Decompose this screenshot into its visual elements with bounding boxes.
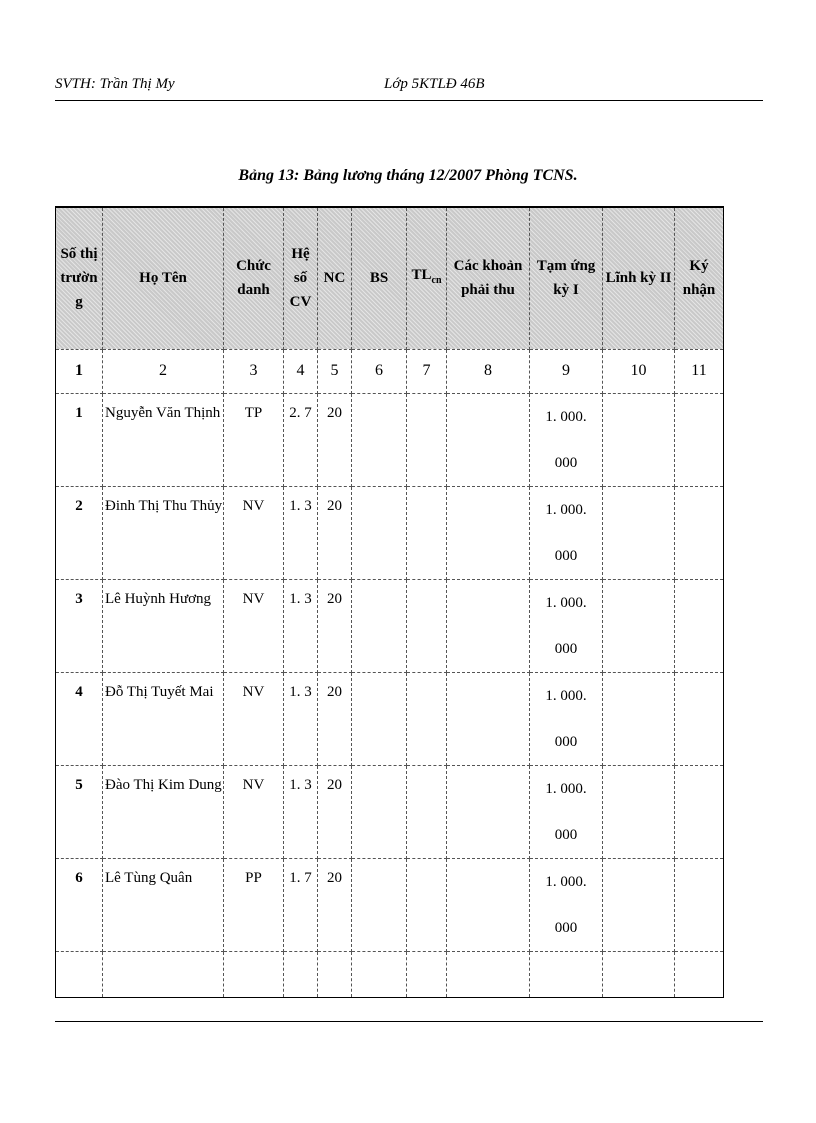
cell-stt: 2: [56, 486, 103, 579]
cell-coef: 1. 7: [284, 858, 318, 951]
cell-advance-line: 000: [554, 826, 578, 843]
cell-advance-line: 1. 000.: [545, 780, 587, 797]
column-number: 10: [603, 349, 675, 393]
column-number: 9: [530, 349, 603, 393]
cell-receive: [603, 672, 675, 765]
header-deductions: [447, 207, 530, 349]
cell-nc: 20: [318, 765, 352, 858]
cell-name: Lê Tùng Quân: [103, 858, 224, 951]
cell-name: Đinh Thị Thu Thủy: [103, 486, 224, 579]
header-bs: BS: [352, 207, 407, 349]
cell-bs: [352, 672, 407, 765]
cell-advance: [530, 579, 603, 672]
cell-advance: [530, 672, 603, 765]
empty-cell: [284, 951, 318, 997]
empty-cell: [603, 951, 675, 997]
cell-nc: 20: [318, 579, 352, 672]
cell-name: Đào Thị Kim Dung: [103, 765, 224, 858]
header-sign: [675, 207, 724, 349]
cell-name: Nguyễn Văn Thịnh: [103, 393, 224, 486]
cell-name: Đỗ Thị Tuyết Mai: [103, 672, 224, 765]
table-caption: Bảng 13: Bảng lương tháng 12/2007 Phòng TCNS.: [238, 167, 578, 184]
cell-coef: 1. 3: [284, 579, 318, 672]
cell-sign: [675, 486, 724, 579]
footer-divider: [55, 1021, 763, 1022]
cell-receive: [603, 393, 675, 486]
salary-table: [55, 206, 724, 998]
column-number: 3: [224, 349, 284, 393]
cell-advance-line: 1. 000.: [545, 873, 587, 890]
cell-deductions: [447, 858, 530, 951]
cell-sign: [675, 765, 724, 858]
cell-bs: [352, 858, 407, 951]
header-name: Họ Tên: [103, 207, 224, 349]
table-row-empty: [56, 951, 724, 997]
cell-bs: [352, 765, 407, 858]
cell-advance-line: 1. 000.: [545, 501, 587, 518]
column-number: 5: [318, 349, 352, 393]
cell-deductions: [447, 672, 530, 765]
column-number: 2: [103, 349, 224, 393]
empty-cell: [56, 951, 103, 997]
empty-cell: [103, 951, 224, 997]
cell-coef: 1. 3: [284, 765, 318, 858]
header-coef-line: số: [293, 270, 308, 287]
header-sign-line: Ký: [689, 258, 709, 275]
cell-tl: [407, 579, 447, 672]
cell-sign: [675, 672, 724, 765]
cell-coef: 1. 3: [284, 486, 318, 579]
header-receive: Lĩnh kỳ II: [603, 207, 675, 349]
cell-title: NV: [224, 579, 284, 672]
empty-cell: [675, 951, 724, 997]
header-deductions-line: Các khoản: [453, 258, 523, 275]
header-advance-line: kỳ I: [553, 282, 579, 299]
cell-tl: [407, 393, 447, 486]
cell-tl: [407, 486, 447, 579]
header-sign-line: nhận: [682, 282, 716, 299]
cell-title: NV: [224, 765, 284, 858]
empty-cell: [530, 951, 603, 997]
column-number: 7: [407, 349, 447, 393]
cell-sign: [675, 858, 724, 951]
cell-advance-line: 1. 000.: [545, 687, 587, 704]
cell-coef: 1. 3: [284, 672, 318, 765]
column-number: 11: [675, 349, 724, 393]
empty-cell: [447, 951, 530, 997]
cell-deductions: [447, 486, 530, 579]
cell-stt: 5: [56, 765, 103, 858]
cell-title: PP: [224, 858, 284, 951]
header-coef-line: CV: [289, 294, 312, 311]
cell-nc: 20: [318, 672, 352, 765]
cell-tl: [407, 858, 447, 951]
cell-advance: [530, 765, 603, 858]
cell-bs: [352, 486, 407, 579]
cell-sign: [675, 393, 724, 486]
cell-stt: 1: [56, 393, 103, 486]
empty-cell: [318, 951, 352, 997]
cell-deductions: [447, 579, 530, 672]
table-row: [56, 393, 724, 486]
cell-deductions: [447, 765, 530, 858]
table-row: [56, 765, 724, 858]
cell-tl: [407, 765, 447, 858]
cell-receive: [603, 858, 675, 951]
cell-tl: [407, 672, 447, 765]
cell-advance-line: 000: [554, 454, 578, 471]
empty-cell: [407, 951, 447, 997]
cell-advance-line: 000: [554, 547, 578, 564]
table-row: [56, 579, 724, 672]
header-stt-line: Số thị: [60, 246, 98, 263]
cell-title: NV: [224, 486, 284, 579]
header-tl-main: TL: [411, 267, 432, 284]
header-stt-line: g: [75, 294, 83, 311]
cell-sign: [675, 579, 724, 672]
cell-name: Lê Huỳnh Hương: [103, 579, 224, 672]
header-tl-sub: cn: [431, 275, 442, 287]
header-stt-line: trườn: [60, 270, 98, 287]
column-number: 8: [447, 349, 530, 393]
cell-title: TP: [224, 393, 284, 486]
column-number: 1: [56, 349, 103, 393]
cell-advance-line: 000: [554, 733, 578, 750]
cell-receive: [603, 579, 675, 672]
cell-coef: 2. 7: [284, 393, 318, 486]
empty-cell: [224, 951, 284, 997]
column-number-row: [56, 349, 724, 393]
cell-advance-line: 000: [554, 919, 578, 936]
header-coef: [284, 207, 318, 349]
table-header-row: [56, 207, 724, 349]
header-title-line: Chức: [236, 258, 271, 275]
cell-title: NV: [224, 672, 284, 765]
cell-bs: [352, 393, 407, 486]
cell-advance-line: 000: [554, 640, 578, 657]
table-row: [56, 672, 724, 765]
cell-advance-line: 1. 000.: [545, 594, 587, 611]
cell-advance-line: 1. 000.: [545, 408, 587, 425]
cell-deductions: [447, 393, 530, 486]
student-name: SVTH: Trần Thị My: [55, 76, 175, 92]
cell-advance: [530, 486, 603, 579]
class-name: Lớp 5KTLĐ 46B: [384, 76, 485, 92]
cell-stt: 4: [56, 672, 103, 765]
header-coef-line: Hệ: [291, 246, 310, 263]
header-advance-line: Tạm ứng: [536, 258, 596, 275]
cell-stt: 3: [56, 579, 103, 672]
cell-nc: 20: [318, 858, 352, 951]
header-tl: [407, 207, 447, 349]
cell-receive: [603, 486, 675, 579]
table-row: [56, 858, 724, 951]
header-deductions-line: phải thu: [461, 282, 515, 299]
cell-nc: 20: [318, 393, 352, 486]
header-advance: [530, 207, 603, 349]
cell-receive: [603, 765, 675, 858]
page-header: [55, 74, 763, 101]
header-title-line: danh: [237, 282, 270, 299]
header-stt: [56, 207, 103, 349]
cell-advance: [530, 858, 603, 951]
cell-bs: [352, 579, 407, 672]
column-number: 4: [284, 349, 318, 393]
cell-advance: [530, 393, 603, 486]
cell-nc: 20: [318, 486, 352, 579]
empty-cell: [352, 951, 407, 997]
table-row: [56, 486, 724, 579]
column-number: 6: [352, 349, 407, 393]
cell-stt: 6: [56, 858, 103, 951]
header-title: [224, 207, 284, 349]
header-nc: NC: [318, 207, 352, 349]
